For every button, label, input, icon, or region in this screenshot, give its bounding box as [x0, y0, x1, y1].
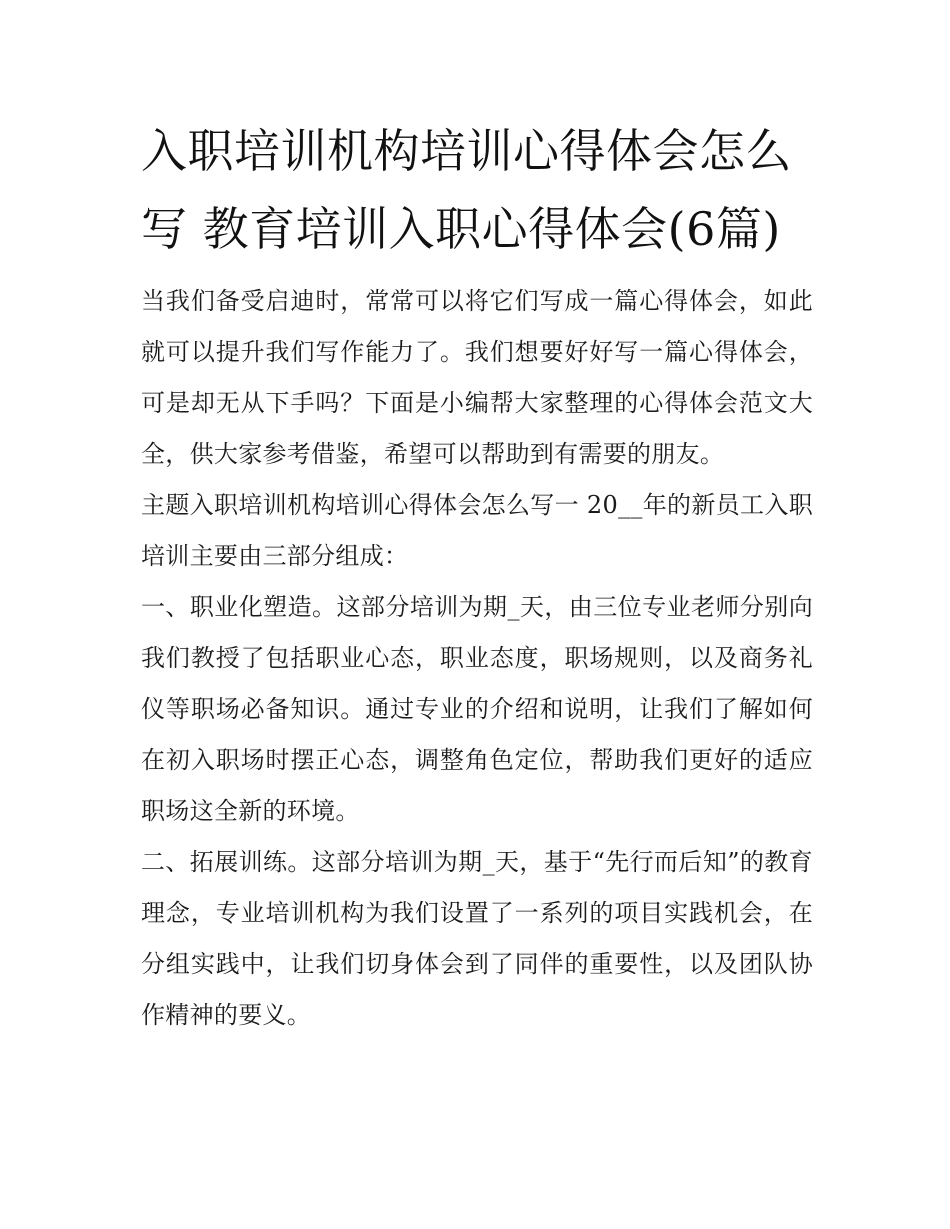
- document-body: [141, 112, 813, 1041]
- topic-paragraph: 主题入职培训机构培训心得体会怎么写一 20__年的新员工入职培训主要由三部分组成：: [141, 491, 813, 570]
- section-one-paragraph: 一、职业化塑造。这部分培训为期_天，由三位专业老师分别向我们教授了包括职业心态，职业态度，职场规则，以及商务礼仪等职场必备知识。通过专业的介绍和说明，让我们了解如何在初入职场时摆正心态，调整角色定位，帮助我们更好的适应职场这全新的环境。: [141, 593, 813, 825]
- paragraph-list: [141, 276, 813, 1041]
- intro-paragraph: 当我们备受启迪时，常常可以将它们写成一篇心得体会，如此就可以提升我们写作能力了。我们想要好好写一篇心得体会，可是却无从下手吗？下面是小编帮大家整理的心得体会范文大全，供大家参考借鉴，希望可以帮助到有需要的朋友。: [141, 287, 813, 468]
- section-two-paragraph: 二、拓展训练。这部分培训为期_天，基于“先行而后知”的教育理念，专业培训机构为我们设置了一系列的项目实践机会，在分组实践中，让我们切身体会到了同伴的重要性，以及团队协作精神的要义。: [141, 848, 813, 1029]
- document-title: 入职培训机构培训心得体会怎么写 教育培训入职心得体会(6篇): [141, 124, 792, 256]
